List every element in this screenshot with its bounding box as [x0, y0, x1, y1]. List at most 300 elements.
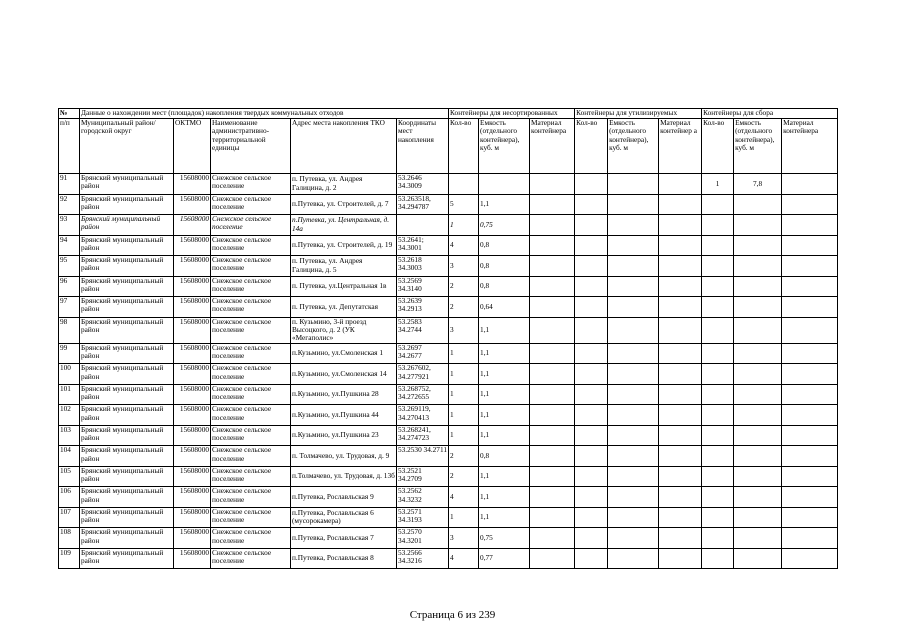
oktmo-cell: 15608000 [174, 364, 211, 385]
row-number: 96 [59, 276, 80, 297]
coords-cell [397, 215, 449, 236]
admin-unit-cell: Снежское сельское поселение [211, 215, 291, 236]
table-row [59, 343, 838, 364]
header-group-collection: Контейнеры для сбора [702, 109, 838, 119]
row-number: 97 [59, 297, 80, 318]
material-cell [530, 297, 575, 318]
oktmo-cell: 15608000 [174, 194, 211, 215]
coords-cell: 53.2697 34.2677 [397, 343, 449, 364]
header-material2: Материал контейнер а [659, 119, 702, 174]
capacity-cell: 1,1 [479, 507, 530, 528]
capacity-cell: 1,1 [479, 466, 530, 487]
capacity-cell: 0,75 [479, 215, 530, 236]
header-capacity3: Емкость (отдельного контейнера), куб. м [734, 119, 782, 174]
table-row [59, 297, 838, 318]
capacity3-cell [734, 276, 782, 297]
qty2-cell [575, 405, 608, 426]
qty3-cell [702, 425, 734, 446]
row-number: 99 [59, 343, 80, 364]
admin-unit-cell: Снежское сельское поселение [211, 384, 291, 405]
qty3-cell [702, 215, 734, 236]
material-cell [530, 174, 575, 195]
oktmo-cell: 15608000 [174, 343, 211, 364]
capacity3-cell [734, 215, 782, 236]
capacity-cell: 1,1 [479, 405, 530, 426]
district-cell: Брянский муниципальный район [80, 256, 174, 277]
district-cell: Брянский муниципальный район [80, 174, 174, 195]
row-number: 103 [59, 425, 80, 446]
header-num-bottom: п/п [59, 119, 80, 174]
capacity-cell: 1,1 [479, 487, 530, 508]
capacity3-cell [734, 487, 782, 508]
capacity2-cell [608, 276, 659, 297]
coords-cell: 53.2639 34.2913 [397, 297, 449, 318]
row-number: 101 [59, 384, 80, 405]
material-cell [530, 384, 575, 405]
qty3-cell [702, 487, 734, 508]
coords-cell: 53.2562 34.3232 [397, 487, 449, 508]
address-cell: п.Путевка, Рославльская 9 [291, 487, 397, 508]
material3-cell [782, 425, 838, 446]
header-qty2: Кол-во [575, 119, 608, 174]
qty2-cell [575, 256, 608, 277]
material3-cell [782, 528, 838, 549]
material-cell [530, 194, 575, 215]
material3-cell [782, 256, 838, 277]
capacity2-cell [608, 235, 659, 256]
qty-cell: 2 [449, 446, 479, 467]
material2-cell [659, 487, 702, 508]
material2-cell [659, 405, 702, 426]
capacity-cell: 0,8 [479, 235, 530, 256]
district-cell: Брянский муниципальный район [80, 405, 174, 426]
qty-cell: 3 [449, 528, 479, 549]
header-qty: Кол-во [449, 119, 479, 174]
row-number: 94 [59, 235, 80, 256]
material3-cell [782, 466, 838, 487]
material-cell [530, 276, 575, 297]
header-qty3: Кол-во [702, 119, 734, 174]
coords-cell: 53.2641; 34.3001 [397, 235, 449, 256]
capacity3-cell [734, 548, 782, 569]
qty3-cell [702, 384, 734, 405]
table-row [59, 384, 838, 405]
capacity2-cell [608, 466, 659, 487]
header-group-recycle: Контейнеры для утилизируемых [575, 109, 702, 119]
address-cell: п. Путевка, ул. Андрея Галицина, д. 2 [291, 174, 397, 195]
oktmo-cell: 15608000 [174, 276, 211, 297]
qty-cell: 5 [449, 194, 479, 215]
qty3-cell [702, 528, 734, 549]
capacity2-cell [608, 297, 659, 318]
address-cell: п.Путевка, Рославльская 7 [291, 528, 397, 549]
material-cell [530, 364, 575, 385]
oktmo-cell: 15608000 [174, 256, 211, 277]
capacity-cell: 0,77 [479, 548, 530, 569]
row-number: 91 [59, 174, 80, 195]
material-cell [530, 256, 575, 277]
oktmo-cell: 15608000 [174, 487, 211, 508]
qty-cell: 4 [449, 235, 479, 256]
material2-cell [659, 528, 702, 549]
address-cell: п.Кузьмино, ул.Пушкина 44 [291, 405, 397, 426]
row-number: 102 [59, 405, 80, 426]
material-cell [530, 446, 575, 467]
address-cell: п.Путевка, ул. Центральная, д. 14а [291, 215, 397, 236]
district-cell: Брянский муниципальный район [80, 446, 174, 467]
address-cell: п.Кузьмино, ул.Пушкина 28 [291, 384, 397, 405]
capacity3-cell [734, 194, 782, 215]
admin-unit-cell: Снежское сельское поселение [211, 297, 291, 318]
qty-cell: 2 [449, 466, 479, 487]
table-row [59, 528, 838, 549]
capacity-cell: 0,8 [479, 446, 530, 467]
admin-unit-cell: Снежское сельское поселение [211, 425, 291, 446]
admin-unit-cell: Снежское сельское поселение [211, 466, 291, 487]
qty-cell: 2 [449, 276, 479, 297]
capacity-cell: 0,64 [479, 297, 530, 318]
header-oktmo: ОКТМО [174, 119, 211, 174]
header-admin-unit: Наименование административно-территориальной единицы [211, 119, 291, 174]
qty2-cell [575, 528, 608, 549]
material3-cell [782, 174, 838, 195]
table-row [59, 548, 838, 569]
row-number: 95 [59, 256, 80, 277]
address-cell: п. Путевка, ул. Депутатская [291, 297, 397, 318]
coords-cell: 53.269119, 34.270413 [397, 405, 449, 426]
row-number: 107 [59, 507, 80, 528]
coords-cell: 53.2646 34.3009 [397, 174, 449, 195]
table-row [59, 256, 838, 277]
address-cell: п. Путевка, ул. Андрея Галицина, д. 5 [291, 256, 397, 277]
oktmo-cell: 15608000 [174, 446, 211, 467]
row-number: 100 [59, 364, 80, 385]
qty2-cell [575, 343, 608, 364]
oktmo-cell: 15608000 [174, 528, 211, 549]
capacity2-cell [608, 317, 659, 343]
material3-cell [782, 317, 838, 343]
qty-cell: 1 [449, 384, 479, 405]
material-cell [530, 548, 575, 569]
material2-cell [659, 548, 702, 569]
material2-cell [659, 364, 702, 385]
address-cell: п.Кузьмино, ул.Смоленская 14 [291, 364, 397, 385]
address-cell: п. Толмачево, ул. Трудовая, д. 9 [291, 446, 397, 467]
coords-cell: 53.2521 34.2709 [397, 466, 449, 487]
capacity2-cell [608, 256, 659, 277]
capacity2-cell [608, 215, 659, 236]
table-row [59, 446, 838, 467]
capacity-cell: 1,1 [479, 384, 530, 405]
qty3-cell [702, 507, 734, 528]
capacity3-cell [734, 384, 782, 405]
oktmo-cell: 15608000 [174, 507, 211, 528]
admin-unit-cell: Снежское сельское поселение [211, 528, 291, 549]
capacity2-cell [608, 507, 659, 528]
table-row [59, 487, 838, 508]
qty2-cell [575, 276, 608, 297]
qty-cell: 1 [449, 343, 479, 364]
qty2-cell [575, 317, 608, 343]
address-cell: п.Толмачево, ул. Трудовая, д. 13б [291, 466, 397, 487]
header-address: Адрес места накопления ТКО [291, 119, 397, 174]
admin-unit-cell: Снежское сельское поселение [211, 405, 291, 426]
capacity2-cell [608, 487, 659, 508]
qty2-cell [575, 174, 608, 195]
header-coords: Координаты мест накопления [397, 119, 449, 174]
address-cell: п.Путевка, ул. Строителей, д. 19 [291, 235, 397, 256]
oktmo-cell: 15608000 [174, 405, 211, 426]
oktmo-cell: 15608000 [174, 384, 211, 405]
district-cell: Брянский муниципальный район [80, 466, 174, 487]
header-material3: Материал контейнера [782, 119, 838, 174]
table-row [59, 425, 838, 446]
qty3-cell: 1 [702, 174, 734, 195]
material2-cell [659, 194, 702, 215]
row-number: 92 [59, 194, 80, 215]
coords-cell: 53.2569 34.3140 [397, 276, 449, 297]
capacity3-cell [734, 528, 782, 549]
table-row [59, 507, 838, 528]
qty3-cell [702, 548, 734, 569]
district-cell: Брянский муниципальный район [80, 507, 174, 528]
table-row [59, 235, 838, 256]
material-cell [530, 528, 575, 549]
admin-unit-cell: Снежское сельское поселение [211, 548, 291, 569]
admin-unit-cell: Снежское сельское поселение [211, 317, 291, 343]
capacity2-cell [608, 528, 659, 549]
capacity-cell: 1,1 [479, 194, 530, 215]
material3-cell [782, 446, 838, 467]
capacity2-cell [608, 425, 659, 446]
capacity3-cell [734, 507, 782, 528]
district-cell: Брянский муниципальный район [80, 425, 174, 446]
material2-cell [659, 446, 702, 467]
header-row-2 [59, 119, 838, 174]
capacity-cell: 1,1 [479, 425, 530, 446]
coords-cell: 53.2530 34.2711 [397, 446, 449, 467]
header-row-1 [59, 109, 838, 119]
district-cell: Брянский муниципальный район [80, 215, 174, 236]
header-group-unsorted: Контейнеры для несортированных [449, 109, 575, 119]
material2-cell [659, 343, 702, 364]
district-cell: Брянский муниципальный район [80, 548, 174, 569]
material2-cell [659, 215, 702, 236]
row-number: 104 [59, 446, 80, 467]
coords-cell: 53.267602, 34.277921 [397, 364, 449, 385]
qty3-cell [702, 343, 734, 364]
capacity3-cell [734, 256, 782, 277]
material-cell [530, 487, 575, 508]
row-number: 108 [59, 528, 80, 549]
admin-unit-cell: Снежское сельское поселение [211, 487, 291, 508]
qty2-cell [575, 425, 608, 446]
capacity-cell: 1,1 [479, 317, 530, 343]
qty-cell: 1 [449, 507, 479, 528]
qty-cell: 4 [449, 487, 479, 508]
material-cell [530, 235, 575, 256]
capacity-cell: 0,75 [479, 528, 530, 549]
material3-cell [782, 194, 838, 215]
admin-unit-cell: Снежское сельское поселение [211, 364, 291, 385]
qty2-cell [575, 297, 608, 318]
capacity3-cell [734, 405, 782, 426]
material-cell [530, 317, 575, 343]
material2-cell [659, 384, 702, 405]
address-cell: п.Путевка, ул. Строителей, д. 7 [291, 194, 397, 215]
qty3-cell [702, 317, 734, 343]
material2-cell [659, 425, 702, 446]
row-number: 93 [59, 215, 80, 236]
capacity2-cell [608, 174, 659, 195]
admin-unit-cell: Снежское сельское поселение [211, 256, 291, 277]
capacity2-cell [608, 194, 659, 215]
waste-sites-table [58, 108, 838, 569]
oktmo-cell: 15608000 [174, 174, 211, 195]
district-cell: Брянский муниципальный район [80, 384, 174, 405]
row-number: 109 [59, 548, 80, 569]
capacity3-cell [734, 297, 782, 318]
header-group-location: Данные о нахождении мест (площадок) накопления твердых коммунальных отходов [80, 109, 449, 119]
address-cell: п.Кузьмино, ул.Пушкина 23 [291, 425, 397, 446]
oktmo-cell: 15608000 [174, 297, 211, 318]
qty3-cell [702, 256, 734, 277]
oktmo-cell: 15608000 [174, 235, 211, 256]
material3-cell [782, 487, 838, 508]
capacity2-cell [608, 446, 659, 467]
header-material: Материал контейнера [530, 119, 575, 174]
address-cell: п. Путевка, ул.Центральная 1в [291, 276, 397, 297]
coords-cell: 53.2583 34.2744 [397, 317, 449, 343]
table-row [59, 405, 838, 426]
coords-cell: 53.268752, 34.272655 [397, 384, 449, 405]
material3-cell [782, 215, 838, 236]
district-cell: Брянский муниципальный район [80, 317, 174, 343]
qty3-cell [702, 405, 734, 426]
coords-cell: 53.263518, 34.294787 [397, 194, 449, 215]
qty2-cell [575, 364, 608, 385]
coords-cell: 53.268241, 34.274723 [397, 425, 449, 446]
qty-cell: 1 [449, 215, 479, 236]
material2-cell [659, 256, 702, 277]
capacity3-cell [734, 235, 782, 256]
qty-cell: 1 [449, 425, 479, 446]
coords-cell: 53.2566 34.3216 [397, 548, 449, 569]
material3-cell [782, 343, 838, 364]
qty-cell: 3 [449, 317, 479, 343]
admin-unit-cell: Снежское сельское поселение [211, 174, 291, 195]
qty2-cell [575, 507, 608, 528]
material-cell [530, 466, 575, 487]
page-footer: Страница 6 из 239 [409, 609, 496, 621]
material2-cell [659, 297, 702, 318]
table-row [59, 174, 838, 195]
qty2-cell [575, 215, 608, 236]
coords-cell: 53.2570 34.3201 [397, 528, 449, 549]
capacity3-cell [734, 446, 782, 467]
material3-cell [782, 235, 838, 256]
row-number: 106 [59, 487, 80, 508]
oktmo-cell: 15608000 [174, 548, 211, 569]
address-cell: п. Кузьмино, 3-й проезд Высоцкого, д. 2 (УК «Мегаполис» [291, 317, 397, 343]
qty3-cell [702, 276, 734, 297]
capacity3-cell: 7,8 [734, 174, 782, 195]
table-row [59, 194, 838, 215]
capacity2-cell [608, 364, 659, 385]
material2-cell [659, 235, 702, 256]
coords-cell: 53.2571 34.3193 [397, 507, 449, 528]
qty2-cell [575, 194, 608, 215]
table-row [59, 364, 838, 385]
district-cell: Брянский муниципальный район [80, 297, 174, 318]
table-row [59, 317, 838, 343]
oktmo-cell: 15608000 [174, 215, 211, 236]
header-capacity: Емкость (отдельного контейнера), куб. м [479, 119, 530, 174]
material3-cell [782, 405, 838, 426]
material-cell [530, 405, 575, 426]
qty3-cell [702, 235, 734, 256]
capacity3-cell [734, 317, 782, 343]
district-cell: Брянский муниципальный район [80, 364, 174, 385]
header-num-top: № [59, 109, 80, 119]
qty-cell [449, 174, 479, 195]
qty3-cell [702, 446, 734, 467]
qty-cell: 1 [449, 364, 479, 385]
district-cell: Брянский муниципальный район [80, 528, 174, 549]
address-cell: п.Кузьмино, ул.Смоленская 1 [291, 343, 397, 364]
qty2-cell [575, 446, 608, 467]
qty-cell: 3 [449, 256, 479, 277]
material3-cell [782, 364, 838, 385]
oktmo-cell: 15608000 [174, 425, 211, 446]
qty3-cell [702, 364, 734, 385]
qty-cell: 4 [449, 548, 479, 569]
district-cell: Брянский муниципальный район [80, 194, 174, 215]
capacity2-cell [608, 548, 659, 569]
district-cell: Брянский муниципальный район [80, 343, 174, 364]
qty2-cell [575, 466, 608, 487]
capacity3-cell [734, 364, 782, 385]
admin-unit-cell: Снежское сельское поселение [211, 235, 291, 256]
material3-cell [782, 297, 838, 318]
table-row [59, 276, 838, 297]
admin-unit-cell: Снежское сельское поселение [211, 446, 291, 467]
material2-cell [659, 317, 702, 343]
capacity3-cell [734, 343, 782, 364]
material2-cell [659, 507, 702, 528]
qty3-cell [702, 466, 734, 487]
oktmo-cell: 15608000 [174, 466, 211, 487]
header-district: Муниципальный район/городской округ [80, 119, 174, 174]
row-number: 105 [59, 466, 80, 487]
qty2-cell [575, 235, 608, 256]
material3-cell [782, 276, 838, 297]
district-cell: Брянский муниципальный район [80, 276, 174, 297]
capacity2-cell [608, 384, 659, 405]
capacity-cell: 1,1 [479, 364, 530, 385]
qty3-cell [702, 297, 734, 318]
address-cell: п.Путевка, Рославльская 8 [291, 548, 397, 569]
header-capacity2: Емкость (отдельного контейнера), куб. м [608, 119, 659, 174]
material3-cell [782, 548, 838, 569]
qty2-cell [575, 384, 608, 405]
material-cell [530, 507, 575, 528]
material-cell [530, 425, 575, 446]
row-number: 98 [59, 317, 80, 343]
qty2-cell [575, 548, 608, 569]
capacity2-cell [608, 343, 659, 364]
qty2-cell [575, 487, 608, 508]
